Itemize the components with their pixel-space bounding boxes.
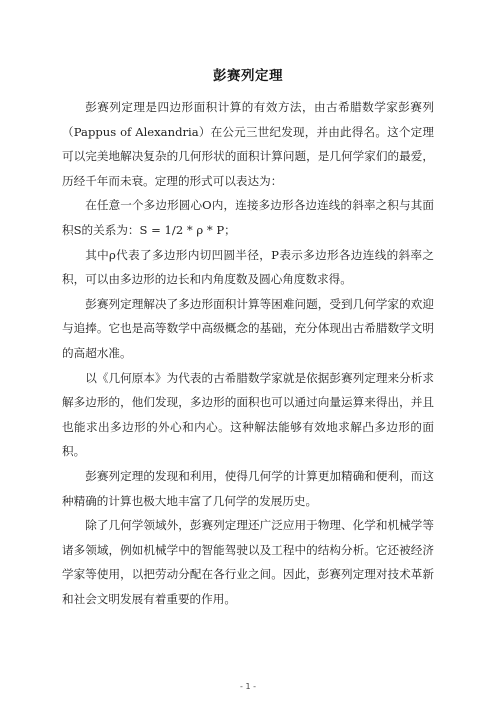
paragraph-5: 以《几何原本》为代表的古希腊数学家就是依据彭赛列定理来分析求解多边形的，他们发现，多边形的面积也可以通过向量运算来得出，并且也能求出多边形的外心和内心。这种解法能够有效地求解凸多边形的面积。 [62,370,434,459]
paragraph-3: 其中ρ代表了多边形内切凹圆半径，P表示多边形各边连线的斜率之积，可以由多边形的边长和内角度数及圆心角度数求得。 [62,247,434,287]
paragraph-6: 彭赛列定理的发现和利用，使得几何学的计算更加精确和便利，而这种精确的计算也极大地丰富了几何学的发展历史。 [62,468,434,508]
document-body [62,95,434,611]
paragraph-4: 彭赛列定理解决了多边形面积计算等困难问题，受到几何学家的欢迎与追捧。它也是高等数学中高级概念的基础，充分体现出古希腊数学文明的高超水准。 [62,296,434,360]
paragraph-7: 除了几何学领域外，彭赛列定理还广泛应用于物理、化学和机械学等诸多领域，例如机械学中的智能驾驶以及工程中的结构分析。它还被经济学家等使用，以把劳动分配在各行业之间。因此，彭赛列定理对技术革新和社会文明发展有着重要的作用。 [62,518,434,606]
paragraph-1: 彭赛列定理是四边形面积计算的有效方法，由古希腊数学家彭赛列（Pappus of Alexandria）在公元三世纪发现，并由此得名。这个定理可以完美地解决复杂的几何形状的面积计算问题，是几何学家们的最爱，历经千年而未衰。定理的形式可以表达为： [62,100,434,188]
document-title: 彭赛列定理 [213,68,283,84]
paragraph-2: 在任意一个多边形圆心O内，连接多边形各边连线的斜率之积与其面积S的关系为：S = 1/2 * ρ * P； [62,198,434,237]
page-number: - 1 - [240,682,256,691]
